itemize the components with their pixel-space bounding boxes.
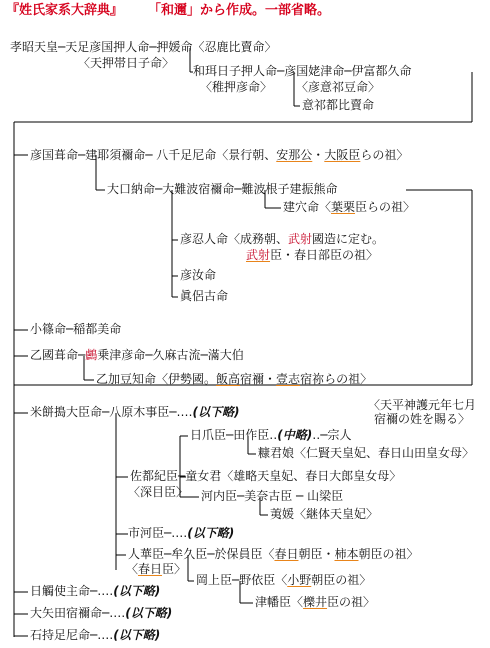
tree-text-segment: (以下略) [125, 606, 173, 620]
tree-text-segment: 壹志 [276, 372, 301, 386]
tree-text-segment: 乙加豆知命〈伊勢國。 [96, 372, 217, 386]
tree-line [128, 526, 234, 540]
tree-text-segment: 武射 [246, 248, 271, 262]
tree-line [283, 200, 415, 214]
tree-text-segment: 〈彦意祁豆命〉 [296, 80, 381, 94]
tree-text-segment: 津幡臣〈 [255, 595, 304, 609]
tree-line [30, 628, 160, 642]
tree-text-segment: 臣らの祖〉 [355, 200, 416, 214]
tree-line [190, 428, 351, 442]
tree-text-segment: 〈 [126, 562, 139, 576]
tree-text-segment: 朝臣・ [298, 547, 335, 561]
tree-text-segment: 人華臣─牟久臣─於保員臣〈 [128, 547, 275, 561]
tree-text-segment: 乗津彦命─久麻古流─滿大伯 [97, 348, 244, 362]
tree-text-segment: 乙國葺命─ [30, 348, 86, 362]
tree-text-segment: 宿祢らの祖〉 [300, 372, 373, 386]
tree-text-segment: 糠君娘〈仁賢天皇妃、春日山田皇女母〉 [258, 446, 475, 460]
tree-text-segment: 佐都紀臣─童女君〈雄略天皇妃、春日大郎皇女母〉 [130, 469, 402, 483]
tree-line [10, 40, 276, 54]
tree-text-segment: 米餅搗大臣命─八原木事臣─‥‥ [30, 405, 193, 419]
tree-line [193, 64, 411, 78]
tree-text-segment: 〈稚押彦命〉 [200, 80, 273, 94]
header-note: 「和邇」から作成。一部省略。 [148, 3, 331, 18]
tree-text-segment: ・ [312, 148, 325, 162]
tree-text-segment: 櫟井 [303, 595, 328, 609]
tree-line [130, 469, 401, 483]
tree-text-segment: 〈天平神護元年七月 [368, 398, 477, 412]
tree-text-segment: 春日 [138, 562, 163, 576]
tree-text-segment: 臣〉 [162, 562, 187, 576]
tree-line [126, 562, 186, 576]
tree-text-segment: 石持足尼命─‥‥ [30, 628, 114, 642]
tree-line [180, 232, 384, 246]
tree-text-segment: 國造に定む。 [312, 232, 385, 246]
tree-text-segment: (以下略) [113, 584, 161, 598]
tree-text-segment: ‥─宗人 [312, 428, 352, 442]
tree-line [302, 98, 374, 112]
tree-line [30, 405, 239, 419]
tree-text-segment: 春日 [274, 547, 299, 561]
tree-text-segment: 孝昭天皇─天足彦国押人命─押媛命〈忍鹿比賣命〉 [10, 40, 277, 54]
tree-line [128, 485, 188, 499]
tree-text-segment: 飯高 [216, 372, 241, 386]
tree-line [368, 398, 476, 412]
tree-line [296, 80, 380, 94]
tree-line [200, 80, 272, 94]
tree-line [78, 56, 174, 70]
tree-text-segment: 意祁都比賣命 [302, 98, 375, 112]
tree-text-segment: 朝臣の祖〉 [358, 547, 419, 561]
tree-text-segment: (以下略) [187, 526, 235, 540]
tree-line [270, 507, 378, 521]
tree-text-segment: 臣の祖〉 [327, 595, 376, 609]
tree-line [30, 348, 244, 362]
tree-line [180, 268, 216, 282]
tree-text-segment: 柿本 [334, 547, 359, 561]
tree-text-segment: 日觸使主命─‥‥ [30, 584, 114, 598]
tree-line [201, 489, 343, 503]
tree-text-segment: 朝臣の祖〉 [311, 573, 372, 587]
tree-line [107, 182, 337, 196]
tree-text-segment: 大阪臣 [324, 148, 361, 162]
tree-line [246, 248, 378, 262]
tree-text-segment: 大矢田宿禰命─‥‥ [30, 606, 126, 620]
tree-text-segment: 市河臣─‥‥ [128, 526, 188, 540]
header-source: 『姓氏家系大辞典』 [6, 3, 124, 18]
tree-text-segment: 眞侶古命 [180, 289, 229, 303]
tree-text-segment: (以下略) [113, 628, 161, 642]
tree-text-segment: らの祖〉 [360, 148, 409, 162]
tree-line [30, 606, 172, 620]
tree-text-segment: 小篠命─稲都美命 [30, 322, 122, 336]
tree-line [30, 584, 160, 598]
tree-line [255, 595, 375, 609]
tree-text-segment: 河内臣─美奈古臣 ─ 山梁臣 [201, 489, 344, 503]
tree-text-segment: 葉栗 [331, 200, 356, 214]
tree-text-segment: 大口納命─大難波宿禰命─難波根子建振熊命 [107, 182, 338, 196]
tree-text-segment: 武射 [288, 232, 313, 246]
tree-text-segment: 荑媛〈継体天皇妃〉 [270, 507, 379, 521]
tree-line [30, 322, 121, 336]
tree-text-segment: 彦汝命 [180, 268, 217, 282]
tree-text-segment: 安那公 [276, 148, 313, 162]
tree-text-segment: 小野 [287, 573, 312, 587]
tree-text-segment: 建穴命〈 [283, 200, 332, 214]
tree-text-segment: 宿禰の姓を賜る〉 [374, 412, 471, 426]
tree-text-segment: 臣・春日部臣の祖〉 [270, 248, 379, 262]
tree-line [374, 412, 470, 426]
tree-text-segment: (以下略) [192, 405, 240, 419]
tree-text-segment: 和珥日子押人命─彦国姥津命─伊富都久命 [193, 64, 412, 78]
tree-text-segment: 彦忍人命〈成務朝、 [180, 232, 289, 246]
tree-text-segment: 日爪臣─田作臣‥ [190, 428, 278, 442]
tree-line [30, 148, 408, 162]
tree-text-segment: 鸕 [85, 348, 98, 362]
tree-line [258, 446, 474, 460]
tree-text-segment: (中略) [277, 428, 313, 442]
tree-text-segment: 〈深目臣〉 [128, 485, 189, 499]
tree-text-segment: 〈天押帯日子命〉 [78, 56, 175, 70]
tree-text-segment: 宿禰・ [240, 372, 277, 386]
tree-text-segment: 岡上臣─野依臣〈 [196, 573, 288, 587]
tree-line [96, 372, 372, 386]
tree-line [180, 289, 228, 303]
tree-text-segment: 彦国葺命─建耶須禰命─ 八千足尼命〈景行朝、 [30, 148, 277, 162]
tree-line [128, 547, 419, 561]
tree-line [196, 573, 371, 587]
